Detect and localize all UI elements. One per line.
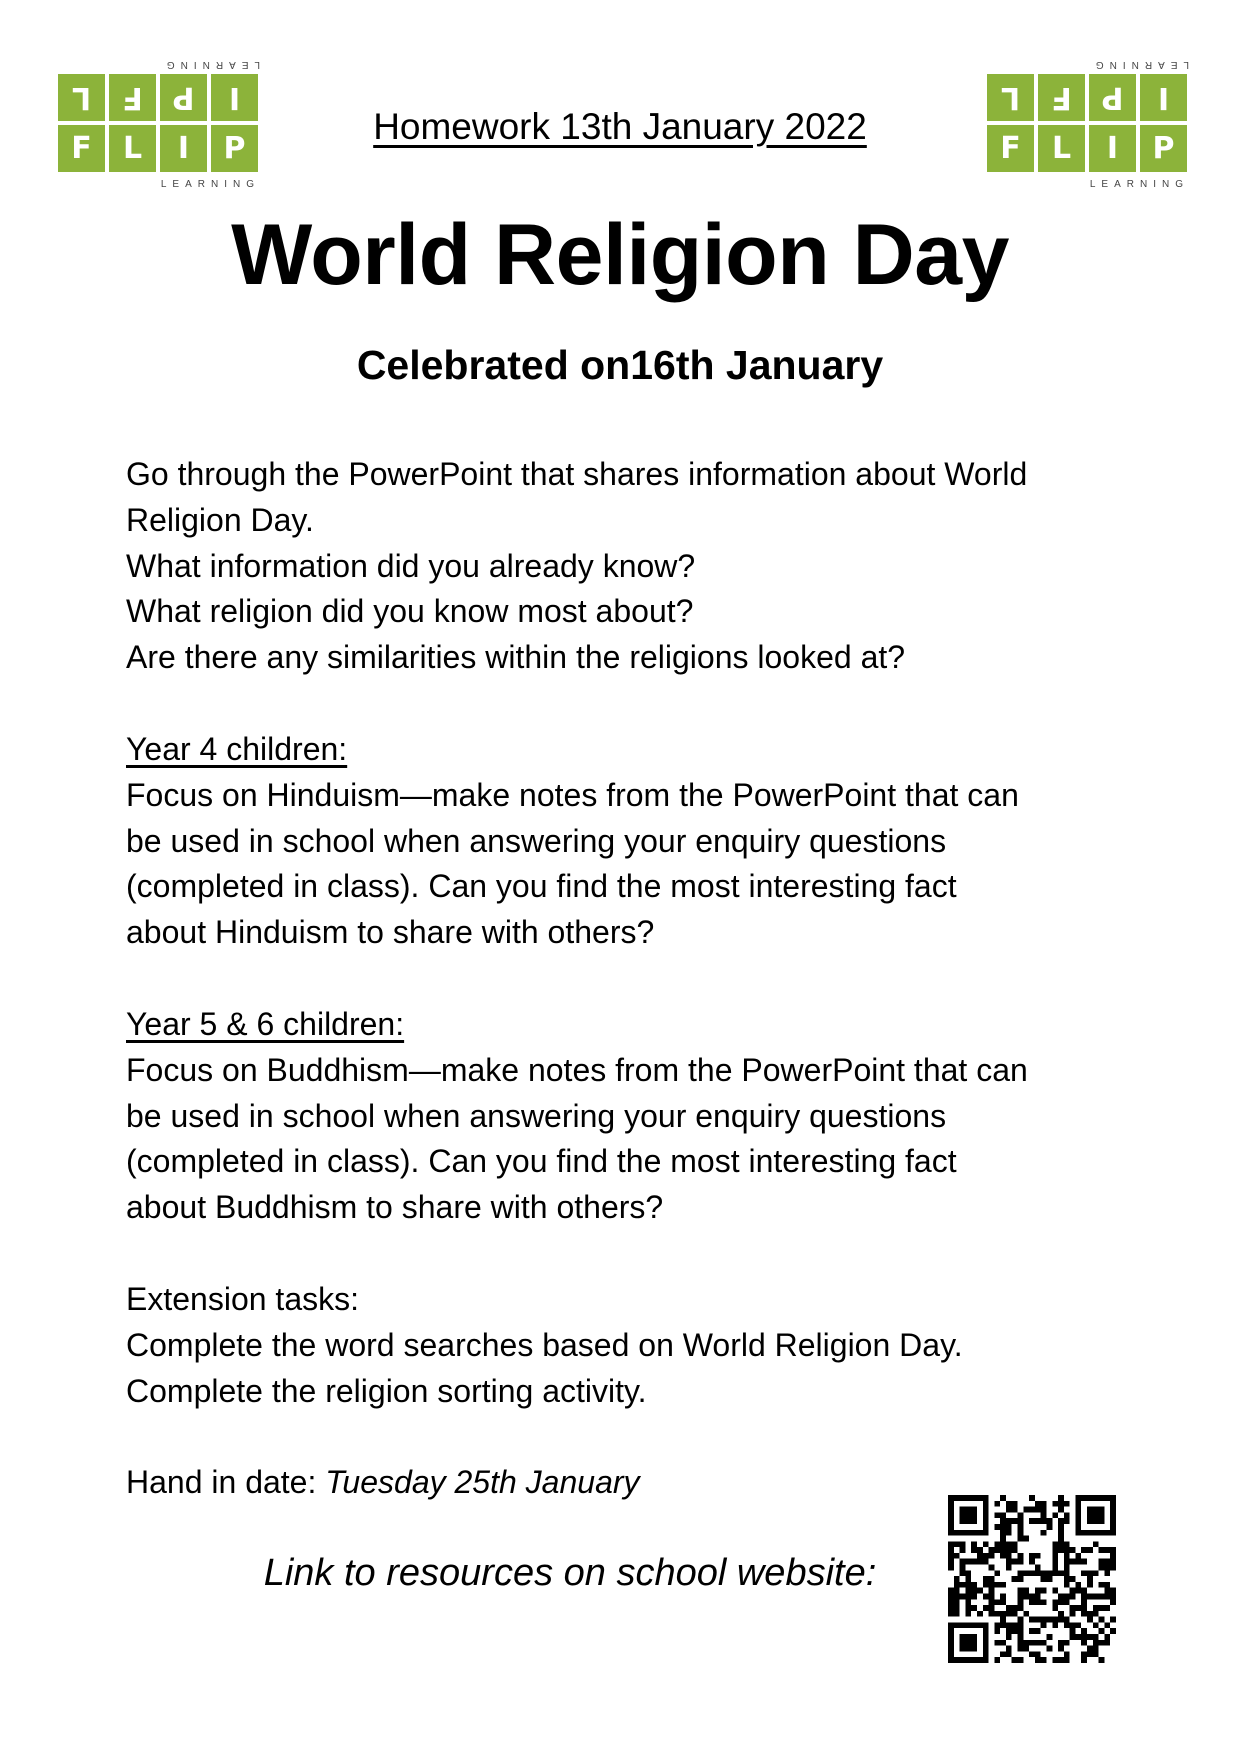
year56-line: (completed in class). Can you find the most interesting fact — [126, 1143, 957, 1180]
year4-heading: Year 4 children: — [126, 730, 348, 767]
year4-line: Focus on Hinduism—make notes from the PowerPoint that can — [126, 776, 1019, 813]
logo-caption-top: LEARNING — [1089, 59, 1189, 70]
logo-tile-p: P — [1140, 125, 1187, 172]
homework-body — [126, 452, 1136, 1506]
logo-tile-i: I — [160, 125, 207, 172]
homework-date: Homework 13th January 2022 — [373, 106, 867, 147]
intro-line: Religion Day. — [126, 501, 314, 538]
year56-line: about Buddhism to share with others? — [126, 1189, 664, 1226]
logo-tile-p: L — [987, 74, 1034, 121]
extension-line: Complete the word searches based on World Religion Day. — [126, 1326, 963, 1363]
extension-heading: Extension tasks: — [126, 1280, 359, 1317]
logo-tile-i: F — [109, 74, 156, 121]
hand-in-label: Hand in date: — [126, 1464, 326, 1501]
logo-tile-f: I — [1140, 74, 1187, 121]
year4-line: about Hinduism to share with others? — [126, 914, 655, 951]
page-title: World Religion Day — [231, 207, 1009, 303]
logo-caption-top: LEARNING — [160, 59, 260, 70]
resources-link-text: Link to resources on school website: — [263, 1552, 877, 1594]
logo-tile-f: F — [987, 125, 1034, 172]
year4-line: (completed in class). Can you find the most interesting fact — [126, 868, 957, 905]
logo-tile-i: I — [1089, 125, 1136, 172]
logo-tile-p: P — [211, 125, 258, 172]
logo-caption-bottom: LEARNING — [160, 179, 260, 190]
intro-line: Go through the PowerPoint that shares information about World — [126, 456, 1028, 492]
page-subtitle: Celebrated on16th January — [356, 342, 884, 388]
year56-line: Focus on Buddhism—make notes from the PowerPoint that can — [126, 1051, 1028, 1088]
logo-tile-f: F — [58, 125, 105, 172]
hand-in-value: Tuesday 25th January — [325, 1464, 640, 1501]
intro-line: Are there any similarities within the religions looked at? — [126, 639, 906, 676]
year4-line: be used in school when answering your enquiry questions — [126, 822, 947, 859]
logo-tile-l: P — [1089, 74, 1136, 121]
intro-line: What religion did you know most about? — [126, 593, 694, 630]
qr-code-icon[interactable] — [948, 1495, 1116, 1663]
extension-line: Complete the religion sorting activity. — [126, 1372, 647, 1409]
year56-line: be used in school when answering your enquiry questions — [126, 1097, 947, 1134]
logo-tile-f: I — [211, 74, 258, 121]
logo-tile-p: L — [58, 74, 105, 121]
logo-caption-bottom: LEARNING — [1089, 179, 1189, 190]
intro-line: What information did you already know? — [126, 547, 696, 584]
logo-tile-l: L — [1038, 125, 1085, 172]
year56-heading: Year 5 & 6 children: — [126, 1005, 405, 1042]
logo-tile-i: F — [1038, 74, 1085, 121]
logo-tile-l: L — [109, 125, 156, 172]
logo-tile-l: P — [160, 74, 207, 121]
